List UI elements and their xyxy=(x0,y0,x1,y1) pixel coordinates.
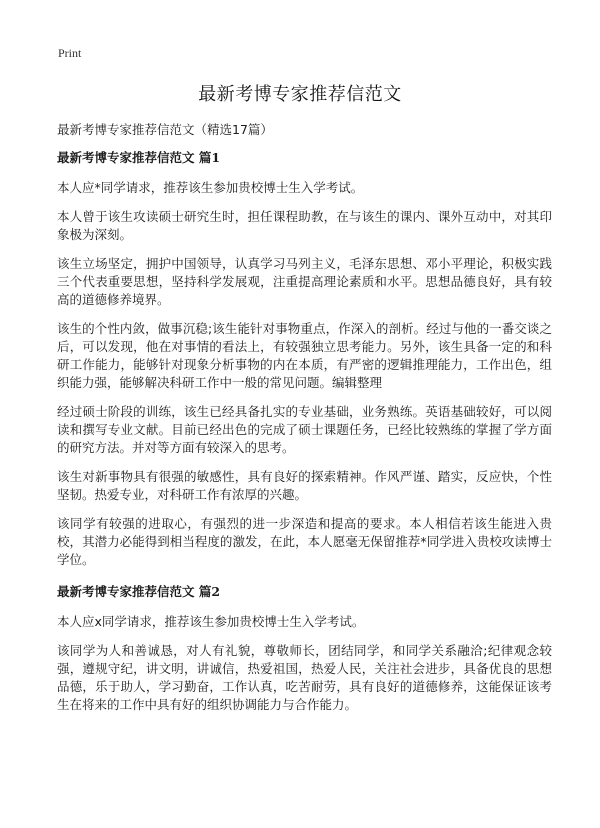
section-heading-2: 最新考博专家推荐信范文 篇2 xyxy=(57,584,221,599)
section-heading-1: 最新考博专家推荐信范文 篇1 xyxy=(57,150,221,165)
print-label: Print xyxy=(58,46,82,60)
section-1-paragraph: 该生的个性内敛，做事沉稳;该生能针对事物重点，作深入的剖析。经过与他的一番交谈之后，可以发现，他在对事情的看法上，有较强独立思考能力。另外，该生具备一定的和科研工作能力，能够针对现象分析事物的内在本质，有严密的逻辑推理能力，工作出色，组织能力强，能够解决科研工作中一般的常见问题。编辑整理 xyxy=(57,321,552,390)
page-title: 最新考博专家推荐信范文 xyxy=(198,84,402,105)
document-subtitle: 最新考博专家推荐信范文（精选17篇） xyxy=(57,122,273,137)
section-1-paragraph: 该同学有较强的进取心，有强烈的进一步深造和提高的要求。本人相信若该生能进入贵校，其潜力必能得到相当程度的激发，在此，本人愿毫无保留推荐*同学进入贵校攻读博士学位。 xyxy=(57,516,552,567)
section-1-paragraph: 该生对新事物具有很强的敏感性，具有良好的探索精神。作风严谨、踏实，反应快，个性坚韧。热爱专业，对科研工作有浓厚的兴趣。 xyxy=(57,469,552,502)
section-1-paragraph: 本人应*同学请求，推荐该生参加贵校博士生入学考试。 xyxy=(57,180,364,195)
section-2-paragraph: 本人应x同学请求，推荐该生参加贵校博士生入学考试。 xyxy=(57,614,365,629)
section-1-paragraph: 经过硕士阶段的训练，该生已经具备扎实的专业基础，业务熟练。英语基础较好，可以阅读和撰写专业文献。目前已经出色的完成了硕士课题任务，已经比较熟练的掌握了学方面的研究方法。并对等方面有较深入的思考。 xyxy=(57,404,552,455)
section-2-paragraph: 该同学为人和善诚恳，对人有礼貌，尊敬师长，团结同学，和同学关系融洽;纪律观念较强，遵规守纪，讲文明，讲诚信，热爱祖国，热爱人民，关注社会进步，具备优良的思想品德，乐于助人，学习勤奋，工作认真，吃苦耐劳，具有良好的道德修养，这能保证该考生在将来的工作中具有好的组织协调能力与合作能力。 xyxy=(57,643,552,712)
document-body xyxy=(57,121,552,725)
section-1-paragraph: 该生立场坚定，拥护中国领导，认真学习马列主义，毛泽东思想、邓小平理论，积极实践三个代表重要思想，坚持科学发展观，注重提高理论素质和水平。思想品德良好，具有较高的道德修养境界。 xyxy=(57,256,552,307)
section-1-paragraph: 本人曾于该生攻读硕士研究生时，担任课程助教，在与该生的课内、课外互动中，对其印象极为深刻。 xyxy=(57,209,552,242)
